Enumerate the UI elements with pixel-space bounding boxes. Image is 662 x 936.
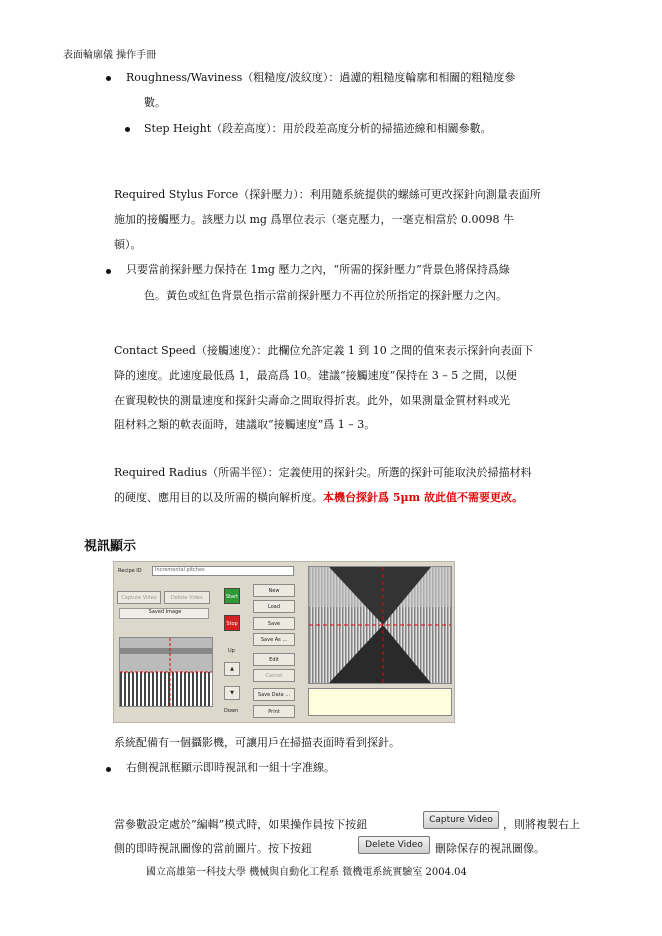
live-video-graphic xyxy=(309,567,451,683)
status-box xyxy=(308,688,452,716)
stylus-force-bullet-2: 色。黃色或紅色背景色指示當前探針壓力不再位於所指定的探針壓力之內。 xyxy=(144,289,507,302)
step-height-item: Step Height（段差高度）：用於段差高度分析的掃描迹線和相關參數。 xyxy=(144,122,492,135)
bullet-dot xyxy=(125,127,130,132)
running-header: 表面輪廓儀 操作手冊 xyxy=(63,50,157,61)
radius-line-2 xyxy=(114,491,523,505)
triangle-up-icon: ▲ xyxy=(230,666,234,672)
section-heading: 視訊顯示 xyxy=(84,539,137,554)
start-button[interactable]: Start xyxy=(224,588,240,604)
footer: 國立高雄第一科技大學 機械與自動化工程系 微機電系統實驗室 2004.04 xyxy=(146,867,467,878)
capture-video-inline-button[interactable]: Capture Video xyxy=(423,811,499,829)
bullet-dot xyxy=(106,767,111,772)
stylus-force-bullet-1: 只要當前探針壓力保持在 1mg 壓力之內，“所需的探針壓力”背景色將保持爲綠 xyxy=(126,263,510,276)
stylus-force-line-2: 施加的接觸壓力。該壓力以 mg 爲單位表示（毫克壓力，一毫克相當於 0.0098 牛 xyxy=(114,213,514,226)
down-arrow-button[interactable] xyxy=(224,686,240,700)
save-button[interactable]: Save xyxy=(253,617,295,630)
load-button[interactable]: Load xyxy=(253,600,295,613)
bullet-dot xyxy=(106,269,111,274)
video-bullet: 右側視訊框顯示即時視訊和一組十字准線。 xyxy=(126,761,335,774)
stop-button[interactable]: Stop xyxy=(224,615,240,631)
save-as-button[interactable]: Save As ... xyxy=(253,633,295,646)
stylus-force-line-3: 頓）。 xyxy=(114,238,142,251)
saved-image-label: Saved Image xyxy=(119,608,209,619)
delete-video-button[interactable]: Delete Video xyxy=(164,591,210,604)
edit-button[interactable]: Edit xyxy=(253,653,295,666)
save-data-button[interactable]: Save Data ... xyxy=(253,688,295,701)
triangle-down-icon: ▼ xyxy=(230,690,234,696)
contact-speed-line-2: 降的速度。此速度最低爲 1，最高爲 10。建議“接觸速度”保持在 3 – 5 之間，以便 xyxy=(114,369,517,382)
delete-video-inline-button[interactable]: Delete Video xyxy=(358,836,430,854)
live-video-frame xyxy=(308,566,452,684)
roughness-item-cont: 數。 xyxy=(144,96,166,109)
para2-a: 側的即時視訊圖像的當前圖片。按下按鈕 xyxy=(114,842,312,855)
contact-speed-line-3: 在實現較快的測量速度和探針尖壽命之間取得折衷。此外，如果測量金質材料或光 xyxy=(114,394,510,407)
down-label: Down xyxy=(224,708,239,714)
radius-line-2-text: 的硬度、應用目的以及所需的橫向解析度。 xyxy=(114,491,323,504)
cancel-button[interactable]: Cancel xyxy=(253,669,295,682)
software-screenshot xyxy=(113,561,455,723)
up-arrow-button[interactable] xyxy=(224,662,240,676)
radius-line-1: Required Radius（所需半徑）：定義使用的探針尖。所選的探針可能取決於掃描材料 xyxy=(114,466,532,479)
saved-image-thumbnail xyxy=(119,637,213,707)
stylus-force-line-1: Required Stylus Force（探針壓力）：利用隨系統提供的螺絲可更改探針向測量表面所 xyxy=(114,188,541,201)
video-desc: 系統配備有一個攝影機，可讓用戶在掃描表面時看到探針。 xyxy=(114,736,400,749)
bullet-dot xyxy=(106,76,111,81)
capture-video-button[interactable]: Capture Video xyxy=(117,591,161,604)
print-button[interactable]: Print xyxy=(253,705,295,718)
para1-b: ，則將複製右上 xyxy=(503,818,580,831)
contact-speed-line-4: 阻材料之類的軟表面時，建議取“接觸速度”爲 1 – 3。 xyxy=(114,418,376,431)
roughness-item: Roughness/Waviness（粗糙度/波紋度）：過濾的粗糙度輪廓和相關的粗糙度參 xyxy=(126,71,516,84)
para1-a: 當參數設定處於“編輯”模式時，如果操作員按下按鈕 xyxy=(114,818,368,831)
para2-b: 刪除保存的視訊圖像。 xyxy=(435,842,545,855)
recipe-id-field[interactable]: Incremental pitches xyxy=(152,566,294,576)
new-button[interactable]: New xyxy=(253,584,295,597)
contact-speed-line-1: Contact Speed（接觸速度）：此欄位允許定義 1 到 10 之間的值來表示探針向表面下 xyxy=(114,344,534,357)
radius-note: 本機台探針爲 5µm 故此值不需要更改。 xyxy=(323,491,524,504)
recipe-id-label: Recipe ID xyxy=(118,568,142,574)
saved-image-graphic xyxy=(120,638,212,706)
up-label: Up xyxy=(228,648,235,654)
